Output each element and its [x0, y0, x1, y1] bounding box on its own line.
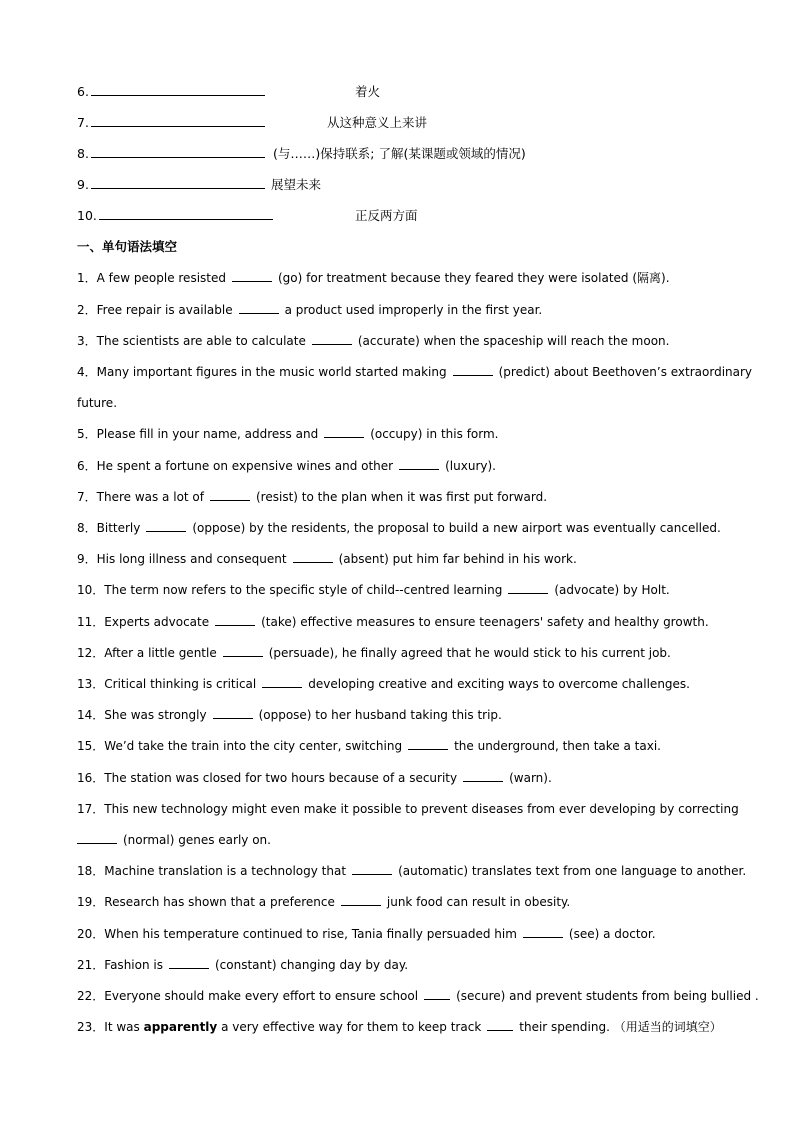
question-item	[77, 362, 753, 410]
question-number: 3．	[77, 334, 97, 348]
question-hint: junk food can result in obesity.	[386, 895, 571, 909]
vocab-meaning: 着火	[355, 84, 381, 99]
answer-blank[interactable]	[210, 488, 250, 501]
question-text: Everyone should make every effort to ensure school	[104, 989, 419, 1003]
question-item	[77, 300, 727, 320]
question-number: 20．	[77, 927, 105, 941]
question-text: Free repair is available	[96, 303, 233, 317]
question-text: She was strongly	[104, 708, 207, 722]
question-number: 11．	[77, 615, 105, 629]
question-number: 7．	[77, 490, 97, 504]
question-text: Machine translation is a technology that	[104, 864, 347, 878]
question-number: 12．	[77, 646, 105, 660]
question-text: It was	[104, 1020, 140, 1034]
vocab-meaning: (与……)保持联系; 了解(某课题或领域的情况)	[273, 146, 526, 161]
question-hint: (oppose) to her husband taking this trip.	[258, 708, 502, 722]
question-item	[77, 736, 727, 756]
vocab-item	[77, 82, 381, 102]
vocab-number: 7.	[77, 115, 89, 130]
answer-blank[interactable]	[91, 145, 265, 158]
answer-blank[interactable]	[453, 363, 493, 376]
question-hint: (go) for treatment because they feared they were isolated (隔离).	[278, 271, 670, 285]
question-number: 14．	[77, 708, 105, 722]
answer-blank[interactable]	[352, 862, 392, 875]
question-item	[77, 674, 727, 694]
question-item	[77, 612, 727, 632]
question-number: 22．	[77, 989, 105, 1003]
question-number: 5．	[77, 427, 97, 441]
question-hint: (take) effective measures to ensure teenagers' safety and healthy growth.	[261, 615, 709, 629]
question-number: 17．	[77, 802, 105, 816]
question-hint: their spending. （用适当的词填空）	[519, 1020, 722, 1034]
question-item	[77, 861, 747, 881]
question-item	[77, 892, 727, 912]
question-number: 1．	[77, 271, 97, 285]
question-item	[77, 955, 727, 975]
answer-blank[interactable]	[99, 207, 273, 220]
question-hint: (luxury).	[445, 459, 496, 473]
question-text: Critical thinking is critical	[104, 677, 257, 691]
answer-blank[interactable]	[232, 269, 272, 282]
question-text: There was a lot of	[96, 490, 204, 504]
answer-blank[interactable]	[487, 1018, 513, 1031]
answer-blank[interactable]	[213, 706, 253, 719]
question-continuation: future.	[77, 396, 118, 410]
question-item	[77, 487, 727, 507]
vocab-meaning: 从这种意义上来讲	[327, 115, 428, 130]
question-hint: (oppose) by the residents, the proposal to build a new airport was eventually cancelled.	[192, 521, 721, 535]
vocab-item	[77, 113, 428, 133]
question-hint: (automatic) translates text from one language to another.	[398, 864, 747, 878]
question-text: a very effective way for them to keep track	[221, 1020, 482, 1034]
answer-blank[interactable]	[77, 831, 117, 844]
answer-blank[interactable]	[399, 457, 439, 470]
question-hint: (persuade), he finally agreed that he would stick to his current job.	[268, 646, 671, 660]
question-number: 19．	[77, 895, 105, 909]
section-title: 一、单句语法填空	[77, 239, 178, 254]
question-continuation	[77, 830, 271, 850]
question-number: 2．	[77, 303, 97, 317]
question-text: The station was closed for two hours because of a security	[104, 771, 458, 785]
question-hint: (constant) changing day by day.	[214, 958, 409, 972]
vocab-number: 8.	[77, 146, 89, 161]
question-hint: (resist) to the plan when it was first put forward.	[256, 490, 548, 504]
question-text: When his temperature continued to rise, Tania finally persuaded him	[104, 927, 517, 941]
vocab-number: 6.	[77, 84, 89, 99]
question-item	[77, 643, 727, 663]
question-hint: a product used improperly in the first year.	[284, 303, 543, 317]
question-hint: the underground, then take a taxi.	[454, 739, 661, 753]
question-hint: (warn).	[509, 771, 552, 785]
vocab-item	[77, 175, 322, 195]
vocab-item	[77, 206, 418, 226]
question-item	[77, 268, 727, 288]
question-hint: (normal) genes early on.	[123, 833, 271, 847]
question-text: The scientists are able to calculate	[96, 334, 306, 348]
question-item	[77, 986, 759, 1006]
emphasized-word: apparently	[143, 1020, 218, 1034]
answer-blank[interactable]	[91, 176, 265, 189]
vocab-item	[77, 144, 526, 164]
question-item	[77, 799, 739, 847]
question-number: 13．	[77, 677, 105, 691]
question-item	[77, 1017, 727, 1037]
question-text: We’d take the train into the city center, switching	[104, 739, 403, 753]
question-item	[77, 924, 727, 944]
question-number: 21．	[77, 958, 105, 972]
question-number: 15．	[77, 739, 105, 753]
question-item	[77, 549, 727, 569]
question-text: Experts advocate	[104, 615, 210, 629]
answer-blank[interactable]	[523, 925, 563, 938]
answer-blank[interactable]	[312, 332, 352, 345]
answer-blank[interactable]	[424, 987, 450, 1000]
question-item	[77, 424, 727, 444]
question-item	[77, 518, 727, 538]
question-hint: (secure) and prevent students from being bullied .	[456, 989, 759, 1003]
question-number: 18．	[77, 864, 105, 878]
vocab-number: 10.	[77, 208, 97, 223]
question-text: After a little gentle	[104, 646, 217, 660]
question-item	[77, 768, 727, 788]
question-hint: (accurate) when the spaceship will reach the moon.	[357, 334, 670, 348]
answer-blank[interactable]	[223, 644, 263, 657]
question-text: His long illness and consequent	[96, 552, 287, 566]
question-number: 9．	[77, 552, 97, 566]
answer-blank[interactable]	[215, 613, 255, 626]
question-hint: developing creative and exciting ways to overcome challenges.	[308, 677, 690, 691]
question-item	[77, 456, 727, 476]
answer-blank[interactable]	[91, 114, 265, 127]
question-number: 4．	[77, 365, 97, 379]
question-text: Bitterly	[96, 521, 141, 535]
question-item	[77, 705, 727, 725]
question-hint: (advocate) by Holt.	[554, 583, 670, 597]
question-number: 6．	[77, 459, 97, 473]
question-hint: (absent) put him far behind in his work.	[338, 552, 577, 566]
question-text: He spent a fortune on expensive wines and other	[96, 459, 394, 473]
question-number: 23．	[77, 1020, 105, 1034]
question-text: A few people resisted	[96, 271, 226, 285]
answer-blank[interactable]	[91, 83, 265, 96]
question-hint: (see) a doctor.	[568, 927, 656, 941]
answer-blank[interactable]	[146, 519, 186, 532]
question-item	[77, 331, 727, 351]
answer-blank[interactable]	[262, 675, 302, 688]
vocab-meaning: 展望未来	[271, 177, 322, 192]
question-item	[77, 580, 727, 600]
question-number: 8．	[77, 521, 97, 535]
question-text: Fashion is	[104, 958, 163, 972]
question-text: This new technology might even make it possible to prevent diseases from ever developing by correcting	[104, 802, 739, 816]
question-number: 16．	[77, 771, 105, 785]
question-number: 10．	[77, 583, 105, 597]
question-hint: (occupy) in this form.	[370, 427, 499, 441]
answer-blank[interactable]	[408, 737, 448, 750]
question-text: Many important figures in the music world started making	[96, 365, 447, 379]
question-text: Research has shown that a preference	[104, 895, 335, 909]
answer-blank[interactable]	[463, 769, 503, 782]
answer-blank[interactable]	[169, 956, 209, 969]
answer-blank[interactable]	[293, 550, 333, 563]
answer-blank[interactable]	[508, 581, 548, 594]
question-hint: (predict) about Beethoven’s extraordinary	[498, 365, 753, 379]
answer-blank[interactable]	[239, 301, 279, 314]
answer-blank[interactable]	[324, 425, 364, 438]
answer-blank[interactable]	[341, 893, 381, 906]
question-text: Please fill in your name, address and	[96, 427, 319, 441]
vocab-meaning: 正反两方面	[355, 208, 418, 223]
vocab-number: 9.	[77, 177, 89, 192]
question-text: The term now refers to the specific style of child--centred learning	[104, 583, 503, 597]
